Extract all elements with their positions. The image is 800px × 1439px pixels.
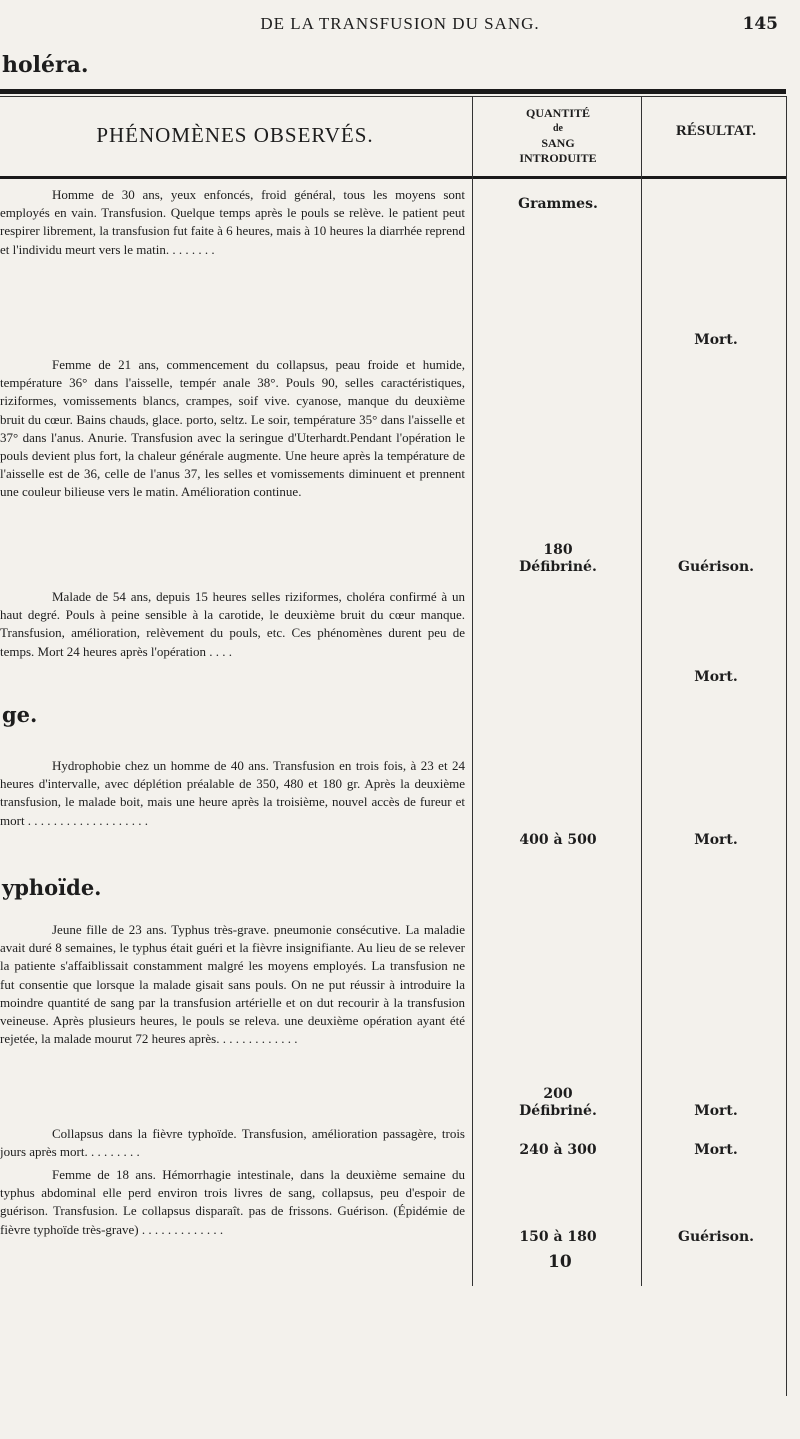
header-quantite-line3: SANG bbox=[541, 136, 575, 150]
row-typhoide-3-result: Guérison. bbox=[677, 1229, 754, 1245]
row-typhoide-2-text: Collapsus dans la fièvre typhoïde. Transfusion, amélioration passagère, trois jours après mort. . . . . . . . . bbox=[0, 1126, 465, 1160]
section-fragment-rage: ge. bbox=[2, 702, 38, 727]
column-divider-3 bbox=[786, 96, 787, 1396]
row-rage-result: Mort. bbox=[694, 832, 738, 848]
row-typhoide-3-quantity: 150 à 180 bbox=[519, 1229, 597, 1245]
units-label: Grammes. bbox=[518, 196, 598, 212]
page-number: 145 bbox=[742, 14, 778, 34]
table-header-rule bbox=[0, 176, 786, 179]
row-cholera-1-result: Mort. bbox=[694, 332, 738, 348]
row-cholera-3-text: Malade de 54 ans, depuis 15 heures selles riziformes, choléra confirmé à un haut degré. Pouls à peine sensible à la carotide, le deuxième bruit du cœur manque. Transfusion, amélioration, relèvement du pouls, etc. Ces phénomènes durent peu de temps. Mort 24 heures après l'opération . . . . bbox=[0, 589, 465, 659]
header-quantite bbox=[477, 106, 639, 166]
row-cholera-2-result: Guérison. bbox=[677, 559, 754, 575]
row-rage-quantity: 400 à 500 bbox=[519, 832, 597, 848]
signature-number: 10 bbox=[548, 1252, 572, 1272]
header-resultat: RÉSULTAT. bbox=[676, 123, 756, 139]
row-typhoide-1-result: Mort. bbox=[694, 1103, 738, 1119]
table-top-rule bbox=[0, 89, 786, 94]
row-cholera-2-text: Femme de 21 ans, commencement du collapsus, peau froide et humide, température 36° dans l'aisselle, tempér anale 38°. Pouls 90, selles caractéristiques, riziformes, vomissements blancs, crampes, soif vive. cyanose, manque du deuxième bruit du cœur. Bains chauds, glace. porto, seltz. Le soir, température 35° dans l'aisselle et 37° dans l'anus. Anurie. Transfusion avec la seringue d'Uterhardt.Pendant l'opération le pouls devient plus fort, la chaleur générale augmente. Une heure après la température de l'aisselle est de 36, celle de l'anus 37, les selles et vomissements diminuent et prennent une couleur bilieuse vers le matin. Amélioration continue. bbox=[0, 357, 465, 500]
header-phenomenes: PHÉNOMÈNES OBSERVÉS. bbox=[96, 123, 374, 147]
row-typhoide-3-text: Femme de 18 ans. Hémorrhagie intestinale, dans la deuxième semaine du typhus abdominal elle perd environ trois livres de sang, collapsus, peu d'espoir de guérison. Transfusion. Le collapsus disparaît. pas de frissons. Guérison. (Épidémie de fièvre typhoïde très-grave) . . . . . . . . . . . . . bbox=[0, 1167, 465, 1237]
table-top-rule-thin bbox=[0, 96, 786, 97]
header-quantite-line1: QUANTITÉ bbox=[525, 106, 590, 120]
running-title: DE LA TRANSFUSION DU SANG. bbox=[260, 14, 540, 33]
page-header bbox=[0, 14, 800, 38]
row-typhoide-1-quantity: 200 bbox=[543, 1086, 573, 1102]
section-fragment-cholera: holéra. bbox=[2, 52, 89, 78]
row-cholera-1-text: Homme de 30 ans, yeux enfoncés, froid général, tous les moyens sont employés en vain. Transfusion. Quelque temps après le pouls se relève. le patient peut respirer librement, la transfusion fut faite à 6 heures, mais à 10 heures la diarrhée reprend et l'individu meurt vers le matin. . . . . . . . bbox=[0, 187, 465, 257]
column-divider-2 bbox=[641, 96, 642, 1286]
column-divider-1 bbox=[472, 96, 473, 1286]
row-typhoide-2-result: Mort. bbox=[694, 1142, 738, 1158]
header-quantite-line2: de bbox=[553, 123, 563, 134]
row-rage-text: Hydrophobie chez un homme de 40 ans. Transfusion en trois fois, à 23 et 24 heures d'intervalle, avec déplétion préalable de 350, 480 et 180 gr. Après la deuxième transfusion, le malade boit, mais une heure après la troisième, nouvel accès de fureur et mort . . . . . . . . . . . . . . . . . . . bbox=[0, 758, 465, 828]
row-typhoide-1-text: Jeune fille de 23 ans. Typhus très-grave. pneumonie consécutive. La maladie avait duré 8 semaines, le typhus était guéri et la fièvre insignifiante. Au lieu de se relever la patiente s'affaiblissait constamment malgré les moyens employés. La transfusion ne fut consentie que lorsque la malade gisait sans pouls. On ne put réussir à introduire la moindre quantité de sang par la transfusion artérielle et on dut recourir à la transfusion veineuse. Après plusieurs heures, le pouls se releva. une deuxième opération ayant été rejetée, la malade mourut 72 heures après. . . . . . . . . . . . . bbox=[0, 922, 465, 1047]
row-typhoide-2-quantity: 240 à 300 bbox=[519, 1142, 597, 1158]
section-fragment-typhoide: yphoïde. bbox=[2, 875, 102, 900]
row-cholera-2-quantity: 180 bbox=[543, 542, 573, 558]
row-cholera-3-result: Mort. bbox=[694, 669, 738, 685]
row-typhoide-1-quantity-note: Défibriné. bbox=[519, 1103, 597, 1119]
row-cholera-2-quantity-note: Défibriné. bbox=[519, 559, 597, 575]
header-quantite-line4: INTRODUITE bbox=[519, 151, 597, 165]
